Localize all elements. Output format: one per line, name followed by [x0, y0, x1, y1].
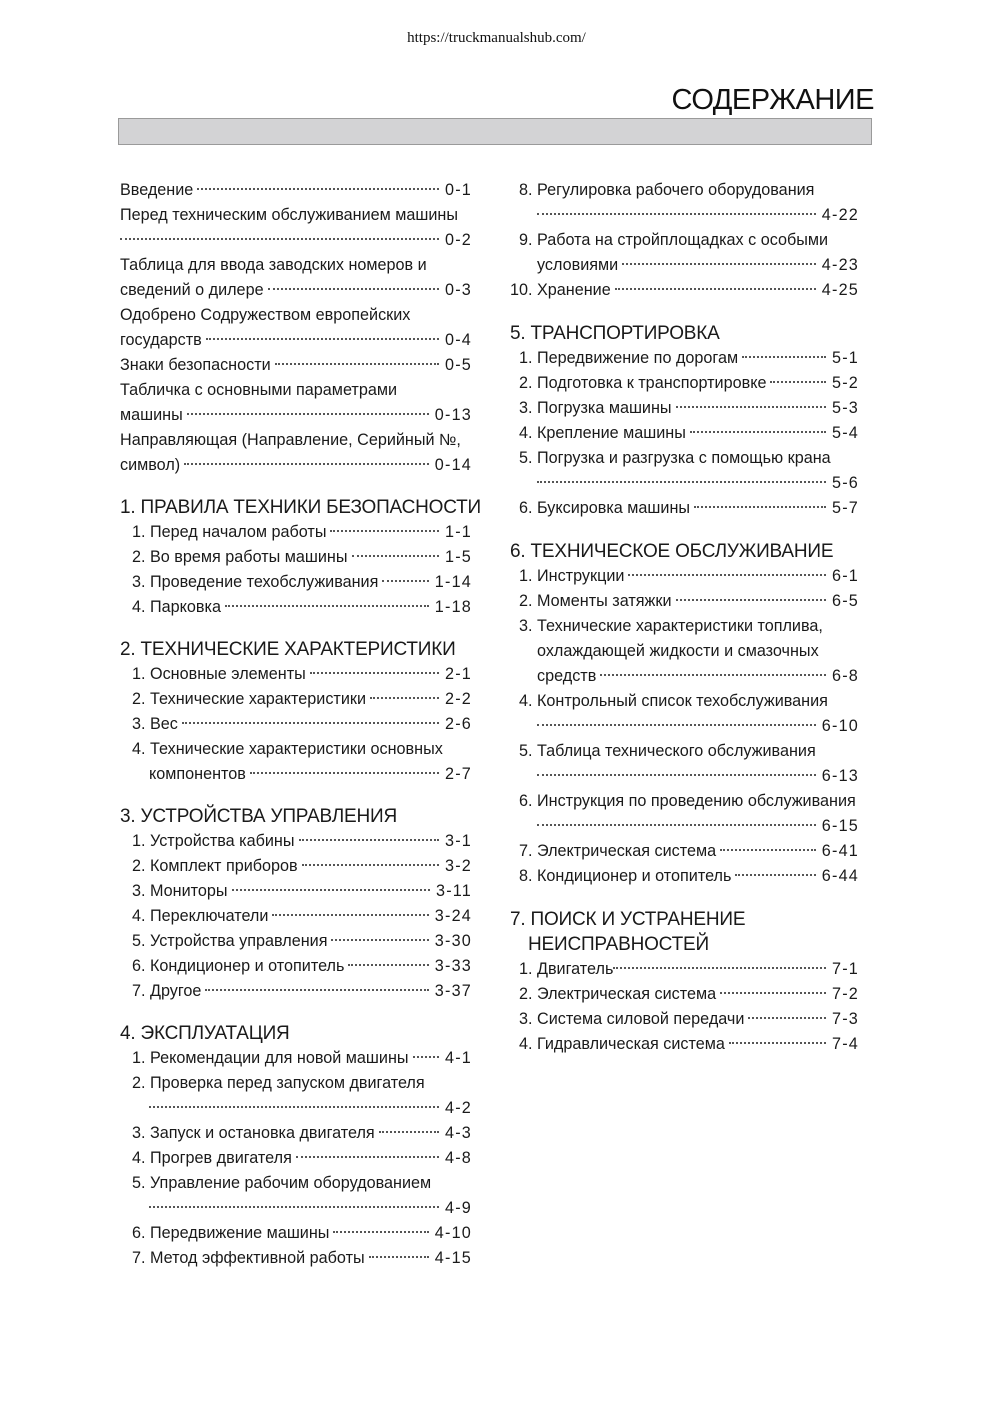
toc-entry[interactable]: 3. Запуск и остановка двигателя 4-3 [132, 1124, 472, 1142]
source-url[interactable]: https://truckmanualshub.com/ [407, 30, 586, 46]
toc-entry[interactable]: 7. Электрическая система 6-41 [519, 842, 859, 860]
dot-leader [613, 967, 826, 969]
toc-entry-cont[interactable]: условиями 4-23 [537, 256, 859, 274]
toc-entry[interactable]: 5. Устройства управления 3-30 [132, 932, 472, 950]
dot-leader [676, 406, 826, 408]
dot-leader [149, 1106, 439, 1108]
toc-entry-cont[interactable]: 4-9 [120, 1196, 472, 1221]
toc-entry[interactable]: 4. Прогрев двигателя 4-8 [132, 1149, 472, 1167]
toc-entry-cont[interactable]: сведений о дилере 0-3 [120, 281, 472, 299]
dot-leader [615, 288, 816, 290]
dot-leader [720, 992, 826, 994]
section-heading[interactable]: 5. ТРАНСПОРТИРОВКА [510, 323, 720, 344]
dot-leader [187, 413, 429, 415]
page-title: СОДЕРЖАНИЕ [671, 84, 874, 116]
toc-entry[interactable]: 1. Инструкции 6-1 [519, 567, 859, 585]
dot-leader [370, 697, 439, 699]
toc-entry[interactable]: Табличка с основными параметрами [120, 381, 397, 399]
toc-entry-cont[interactable]: 6-13 [510, 764, 859, 789]
section-heading[interactable]: 7. ПОИСК И УСТРАНЕНИЕ [510, 909, 746, 930]
section-heading[interactable]: 4. ЭКСПЛУАТАЦИЯ [120, 1023, 290, 1044]
dot-leader [676, 599, 827, 601]
toc-entry[interactable]: 2. Проверка перед запуском двигателя [132, 1074, 425, 1092]
dot-leader [275, 363, 439, 365]
dot-leader [330, 530, 439, 532]
toc-entry[interactable]: Одобрено Содружеством европейских [120, 306, 411, 324]
toc-right-column [510, 178, 859, 1057]
dot-leader [379, 1131, 439, 1133]
toc-entry[interactable]: 4. Контрольный список техобслуживания [519, 692, 828, 710]
toc-entry[interactable]: Перед техническим обслуживанием машины [120, 206, 459, 224]
toc-entry[interactable]: 3. Технические характеристики топлива, [519, 617, 823, 635]
dot-leader [628, 574, 826, 576]
dot-leader [537, 774, 816, 776]
toc-entry[interactable]: 7. Другое 3-37 [132, 982, 472, 1000]
toc-entry[interactable]: 5. Таблица технического обслуживания [519, 742, 816, 760]
dot-leader [735, 874, 815, 876]
toc-entry[interactable]: 3. Мониторы 3-11 [132, 882, 472, 900]
toc-entry-cont[interactable]: компонентов 2-7 [149, 765, 472, 783]
toc-entry[interactable]: 5. Погрузка и разгрузка с помощью крана [519, 449, 831, 467]
dot-leader [225, 605, 429, 607]
toc-left-column [120, 178, 481, 1271]
toc-entry[interactable]: 2. Во время работы машины 1-5 [132, 548, 472, 566]
dot-leader [729, 1042, 826, 1044]
section-heading[interactable]: 3. УСТРОЙСТВА УПРАВЛЕНИЯ [120, 806, 397, 827]
toc-entry[interactable]: 3. Система силовой передачи 7-3 [519, 1010, 859, 1028]
dot-leader [537, 481, 826, 483]
toc-entry[interactable]: 3. Проведение техобслуживания 1-14 [132, 573, 472, 591]
dot-leader [232, 889, 430, 891]
dot-leader [690, 431, 826, 433]
dot-leader [205, 989, 428, 991]
dot-leader [537, 724, 816, 726]
dot-leader [182, 722, 439, 724]
toc-entry[interactable]: 3. Вес 2-6 [132, 715, 472, 733]
dot-leader [197, 188, 439, 190]
toc-entry[interactable]: 2. Комплект приборов 3-2 [132, 857, 472, 875]
toc-entry[interactable]: 10. Хранение 4-25 [510, 281, 859, 299]
toc-entry[interactable]: Знаки безопасности 0-5 [120, 356, 472, 374]
dot-leader [694, 506, 826, 508]
toc-entry[interactable]: Таблица для ввода заводских номеров и [120, 256, 427, 274]
dot-leader [250, 772, 439, 774]
toc-entry[interactable]: 7. Метод эффективной работы 4-15 [132, 1249, 472, 1267]
dot-leader [272, 914, 428, 916]
toc-entry-cont[interactable]: 6-10 [510, 714, 859, 739]
toc-entry-cont[interactable]: машины 0-13 [120, 406, 472, 424]
section-heading-cont: НЕИСПРАВНОСТЕЙ [528, 934, 709, 955]
section-heading[interactable]: 1. ПРАВИЛА ТЕХНИКИ БЕЗОПАСНОСТИ [120, 497, 481, 518]
dot-leader [770, 381, 826, 383]
toc-entry[interactable]: 4. Крепление машины 5-4 [519, 424, 859, 442]
toc-entry-cont[interactable]: 4-22 [510, 203, 859, 228]
toc-entry-cont[interactable]: средств 6-8 [537, 667, 859, 685]
dot-leader [268, 288, 439, 290]
toc-entry[interactable]: 1. Основные элементы 2-1 [132, 665, 472, 683]
toc-entry[interactable]: 6. Передвижение машины 4-10 [132, 1224, 472, 1242]
toc-entry-cont[interactable]: 4-2 [120, 1096, 472, 1121]
dot-leader [348, 964, 428, 966]
toc-entry[interactable]: 9. Работа на стройплощадках с особыми [519, 231, 829, 249]
dot-leader [296, 1156, 439, 1158]
toc-entry[interactable]: Введение 0-1 [120, 181, 472, 199]
dot-leader [299, 839, 439, 841]
toc-entry[interactable]: 4. Гидравлическая система 7-4 [519, 1035, 859, 1053]
dot-leader [382, 580, 428, 582]
dot-leader [369, 1256, 429, 1258]
dot-leader [537, 824, 816, 826]
toc-entry[interactable]: 2. Моменты затяжки 6-5 [519, 592, 859, 610]
dot-leader [302, 864, 439, 866]
toc-entry[interactable]: 4. Переключатели 3-24 [132, 907, 472, 925]
dot-leader [206, 338, 439, 340]
dot-leader [720, 849, 816, 851]
toc-entry[interactable]: 4. Технические характеристики основных [132, 740, 443, 758]
dot-leader [413, 1056, 439, 1058]
dot-leader [333, 1231, 428, 1233]
dot-leader [622, 263, 816, 265]
dot-leader [748, 1017, 826, 1019]
dot-leader [310, 672, 439, 674]
dot-leader [149, 1206, 439, 1208]
toc-entry-cont[interactable]: охлаждающей жидкости и смазочных [537, 642, 819, 660]
dot-leader [742, 356, 826, 358]
toc-entry[interactable]: 1. Двигатель 7-1 [519, 960, 859, 978]
toc-entry[interactable]: 3. Погрузка машины 5-3 [519, 399, 859, 417]
toc-entry[interactable]: 1. Передвижение по дорогам 5-1 [519, 349, 859, 367]
toc-entry-cont[interactable]: 5-6 [510, 471, 859, 496]
dot-leader [600, 674, 826, 676]
toc-entry-cont[interactable]: государств 0-4 [120, 331, 472, 349]
toc-entry[interactable]: 6. Кондиционер и отопитель 3-33 [132, 957, 472, 975]
dot-leader [184, 463, 429, 465]
toc-entry-cont[interactable]: символ) 0-14 [120, 456, 472, 474]
dot-leader [120, 238, 439, 240]
dot-leader [537, 213, 816, 215]
toc-entry[interactable]: 6. Буксировка машины 5-7 [519, 499, 859, 517]
toc-entry[interactable]: 2. Технические характеристики 2-2 [132, 690, 472, 708]
toc-entry[interactable]: 8. Кондиционер и отопитель 6-44 [519, 867, 859, 885]
toc-entry[interactable]: 4. Парковка 1-18 [132, 598, 472, 616]
section-heading[interactable]: 6. ТЕХНИЧЕСКОЕ ОБСЛУЖИВАНИЕ [510, 541, 834, 562]
section-heading[interactable]: 2. ТЕХНИЧЕСКИЕ ХАРАКТЕРИСТИКИ [120, 639, 456, 660]
toc-entry-cont[interactable]: 0-2 [120, 228, 472, 253]
toc-entry[interactable]: 1. Перед началом работы 1-1 [132, 523, 472, 541]
toc-entry[interactable]: 1. Рекомендации для новой машины 4-1 [132, 1049, 472, 1067]
toc-entry[interactable]: 6. Инструкция по проведению обслуживания [519, 792, 856, 810]
dot-leader [331, 939, 428, 941]
toc-entry[interactable]: 1. Устройства кабины 3-1 [132, 832, 472, 850]
toc-entry[interactable]: Направляющая (Направление, Серийный №, [120, 431, 461, 449]
toc-entry[interactable]: 2. Электрическая система 7-2 [519, 985, 859, 1003]
toc-entry[interactable]: 8. Регулировка рабочего оборудования [519, 181, 815, 199]
toc-entry[interactable]: 5. Управление рабочим оборудованием [132, 1174, 432, 1192]
toc-entry[interactable]: 2. Подготовка к транспортировке 5-2 [519, 374, 859, 392]
toc-entry-cont[interactable]: 6-15 [510, 814, 859, 839]
title-bar [118, 118, 872, 145]
dot-leader [352, 555, 440, 557]
